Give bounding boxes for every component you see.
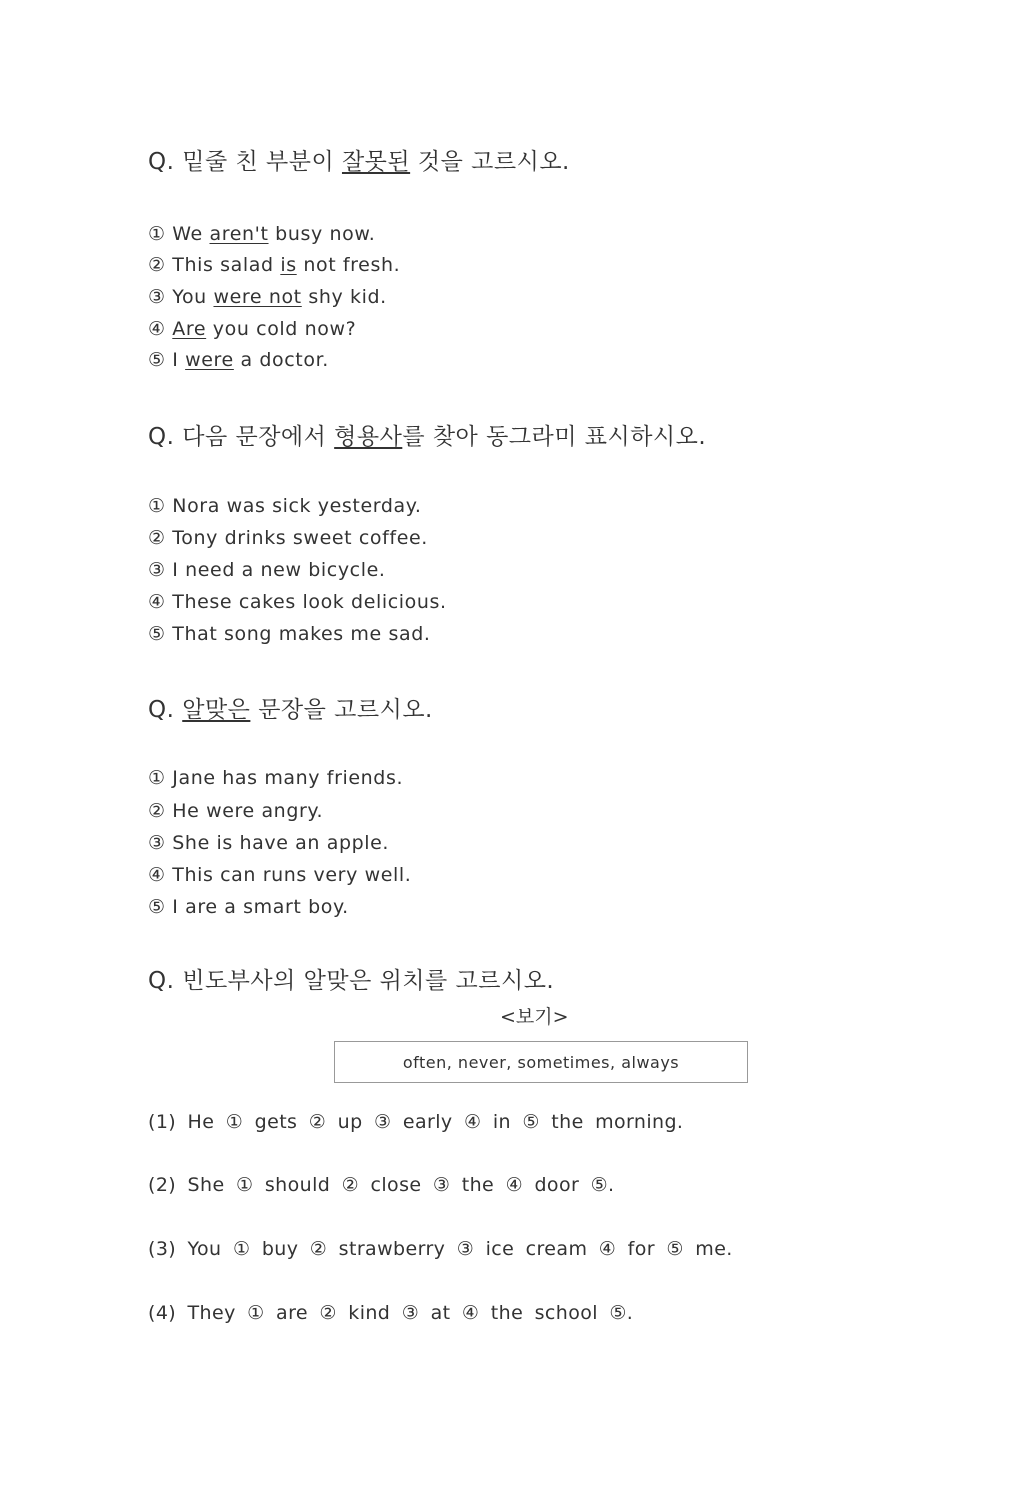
- q2-option-3: ③ I need a new bicycle.: [148, 559, 386, 581]
- underlined-word: were not: [213, 286, 302, 308]
- underlined-word: Are: [172, 318, 207, 340]
- q3-option-4: ④ This can runs very well.: [148, 864, 412, 886]
- example-words: often, never, sometimes, always: [402, 1052, 680, 1072]
- example-box-label: <보기>: [500, 1006, 569, 1028]
- question-2-title: Q. 다음 문장에서 형용사를 찾아 동그라미 표시하시오.: [148, 424, 707, 450]
- q2-option-4: ④ These cakes look delicious.: [148, 591, 447, 613]
- q3-option-5: ⑤ I are a smart boy.: [148, 896, 349, 918]
- q1-option-3: ③ You were not shy kid.: [148, 286, 387, 308]
- q3-option-1: ① Jane has many friends.: [148, 767, 404, 789]
- q4-sentence-1: (1) He ① gets ② up ③ early ④ in ⑤ the morning.: [148, 1111, 684, 1133]
- q2-option-5: ⑤ That song makes me sad.: [148, 623, 431, 645]
- underlined-keyword: 형용사: [334, 424, 403, 450]
- underlined-keyword: 잘못된: [341, 149, 411, 175]
- q1-option-2: ② This salad is not fresh.: [148, 254, 401, 276]
- question-4-title: Q. 빈도부사의 알맞은 위치를 고르시오.: [148, 968, 555, 994]
- q1-option-5: ⑤ I were a doctor.: [148, 349, 329, 371]
- q3-option-2: ② He were angry.: [148, 800, 324, 822]
- q4-sentence-2: (2) She ① should ② close ③ the ④ door ⑤.: [148, 1174, 615, 1196]
- question-1-title: Q. 밑줄 친 부분이 잘못된 것을 고르시오.: [148, 149, 570, 175]
- q1-option-4: ④ Are you cold now?: [148, 318, 357, 340]
- q4-sentence-4: (4) They ① are ② kind ③ at ④ the school ⑤.: [148, 1302, 634, 1324]
- q2-option-1: ① Nora was sick yesterday.: [148, 495, 422, 517]
- example-word-box: [334, 1041, 748, 1083]
- underlined-word: aren't: [209, 223, 269, 245]
- q4-sentence-3: (3) You ① buy ② strawberry ③ ice cream ④ for ⑤ me.: [148, 1238, 733, 1260]
- q3-option-3: ③ She is have an apple.: [148, 832, 390, 854]
- question-3-title: Q. 알맞은 문장을 고르시오.: [148, 697, 433, 723]
- q2-option-2: ② Tony drinks sweet coffee.: [148, 527, 428, 549]
- underlined-word: is: [280, 254, 297, 276]
- underlined-word: were: [185, 349, 234, 371]
- underlined-keyword: 알맞은: [182, 697, 251, 723]
- q1-option-1: ① We aren't busy now.: [148, 223, 376, 245]
